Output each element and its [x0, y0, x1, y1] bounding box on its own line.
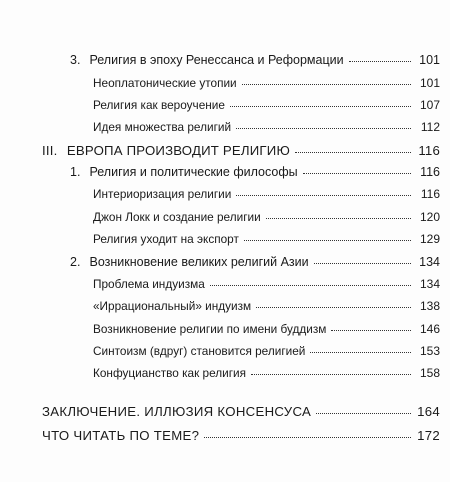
toc-entry-subsection[interactable]	[93, 99, 440, 112]
toc-entry-subsection[interactable]	[93, 300, 440, 313]
toc-entry-page: 138	[419, 299, 440, 313]
dot-leader	[251, 374, 411, 375]
toc-entry-subsection[interactable]	[93, 367, 440, 380]
toc-entry-label: Религия уходит на экспорт	[93, 232, 239, 246]
toc-entry-label: Идея множества религий	[93, 120, 232, 134]
toc-entry-section[interactable]	[70, 166, 440, 179]
dot-leader	[236, 128, 411, 129]
toc-entry-part[interactable]	[42, 144, 440, 157]
toc-entry-page: 134	[419, 255, 440, 269]
dot-leader	[266, 218, 411, 219]
dot-leader	[314, 263, 411, 264]
dot-leader	[236, 195, 411, 196]
toc-entry-page: 116	[420, 187, 440, 201]
toc-entry-label: ЧТО ЧИТАТЬ ПО ТЕМЕ?	[42, 428, 200, 443]
toc-entry-page: 146	[419, 322, 440, 336]
toc-entry-page: 107	[419, 98, 440, 112]
toc-entry-label: Религия в эпоху Ренессанса и Реформации	[89, 53, 344, 67]
toc-entry-page: 158	[419, 366, 440, 380]
toc-entry-subsection[interactable]	[93, 345, 440, 358]
toc-entry-subsection[interactable]	[93, 121, 440, 134]
dot-leader	[230, 106, 411, 107]
toc-entry-label: Неоплатонические утопии	[93, 76, 237, 90]
toc-entry-further-reading[interactable]	[42, 429, 440, 442]
toc-entry-page: 172	[417, 428, 440, 443]
toc-entry-number: 1.	[70, 165, 81, 179]
toc-entry-label: Джон Локк и создание религии	[93, 210, 261, 224]
toc-entry-subsection[interactable]	[93, 278, 440, 291]
toc-entry-page: 164	[417, 404, 440, 419]
toc-entry-title	[70, 54, 346, 67]
dot-leader	[331, 330, 411, 331]
toc-entry-conclusion[interactable]	[42, 405, 440, 418]
dot-leader	[303, 173, 411, 174]
toc-entry-page: 134	[419, 277, 440, 291]
toc-entry-section[interactable]	[70, 256, 440, 269]
toc-entry-section[interactable]	[70, 54, 440, 67]
dot-leader	[316, 413, 411, 414]
dot-leader	[310, 352, 411, 353]
toc-entry-subsection[interactable]	[93, 323, 440, 336]
dot-leader	[295, 152, 411, 153]
dot-leader	[210, 285, 411, 286]
dot-leader	[204, 437, 411, 438]
toc-entry-label: Возникновение великих религий Азии	[89, 255, 309, 269]
toc-entry-page: 112	[420, 120, 440, 134]
dot-leader	[242, 84, 411, 85]
toc-entry-label: Конфуцианство как религия	[93, 366, 247, 380]
toc-entry-page: 101	[419, 76, 440, 90]
toc-entry-label: ЕВРОПА ПРОИЗВОДИТ РЕЛИГИЮ	[66, 143, 290, 158]
toc-entry-title	[70, 166, 300, 179]
toc-entry-page: 116	[420, 165, 440, 179]
toc-entry-page: 116	[418, 143, 440, 158]
toc-entry-subsection[interactable]	[93, 77, 440, 90]
toc-entry-number: 2.	[70, 255, 81, 269]
toc-entry-label: Религия и политические философы	[89, 165, 298, 179]
toc-entry-title	[42, 144, 292, 157]
toc-entry-title	[70, 256, 311, 269]
toc-entry-subsection[interactable]	[93, 211, 440, 224]
toc-entry-page: 120	[419, 210, 440, 224]
dot-leader	[256, 307, 411, 308]
toc-entry-page: 101	[419, 53, 440, 67]
toc-entry-label: Религия как вероучение	[93, 98, 225, 112]
toc-entry-page: 129	[419, 232, 440, 246]
toc-entry-label: «Иррациональный» индуизм	[93, 299, 252, 313]
toc-entry-page: 153	[419, 344, 440, 358]
dot-leader	[244, 240, 411, 241]
toc-entry-label: Интериоризация религии	[93, 187, 232, 201]
toc-entry-label: Синтоизм (вдруг) становится религией	[93, 344, 306, 358]
toc-entry-label: ЗАКЛЮЧЕНИЕ. ИЛЛЮЗИЯ КОНСЕНСУСА	[42, 404, 312, 419]
dot-leader	[349, 61, 411, 62]
toc-entry-subsection[interactable]	[93, 233, 440, 246]
toc-entry-label: Возникновение религии по имени буддизм	[93, 322, 327, 336]
toc-entry-number: III.	[42, 143, 58, 158]
toc-entry-number: 3.	[70, 53, 81, 67]
toc-entry-label: Проблема индуизма	[93, 277, 205, 291]
toc-entry-subsection[interactable]	[93, 188, 440, 201]
